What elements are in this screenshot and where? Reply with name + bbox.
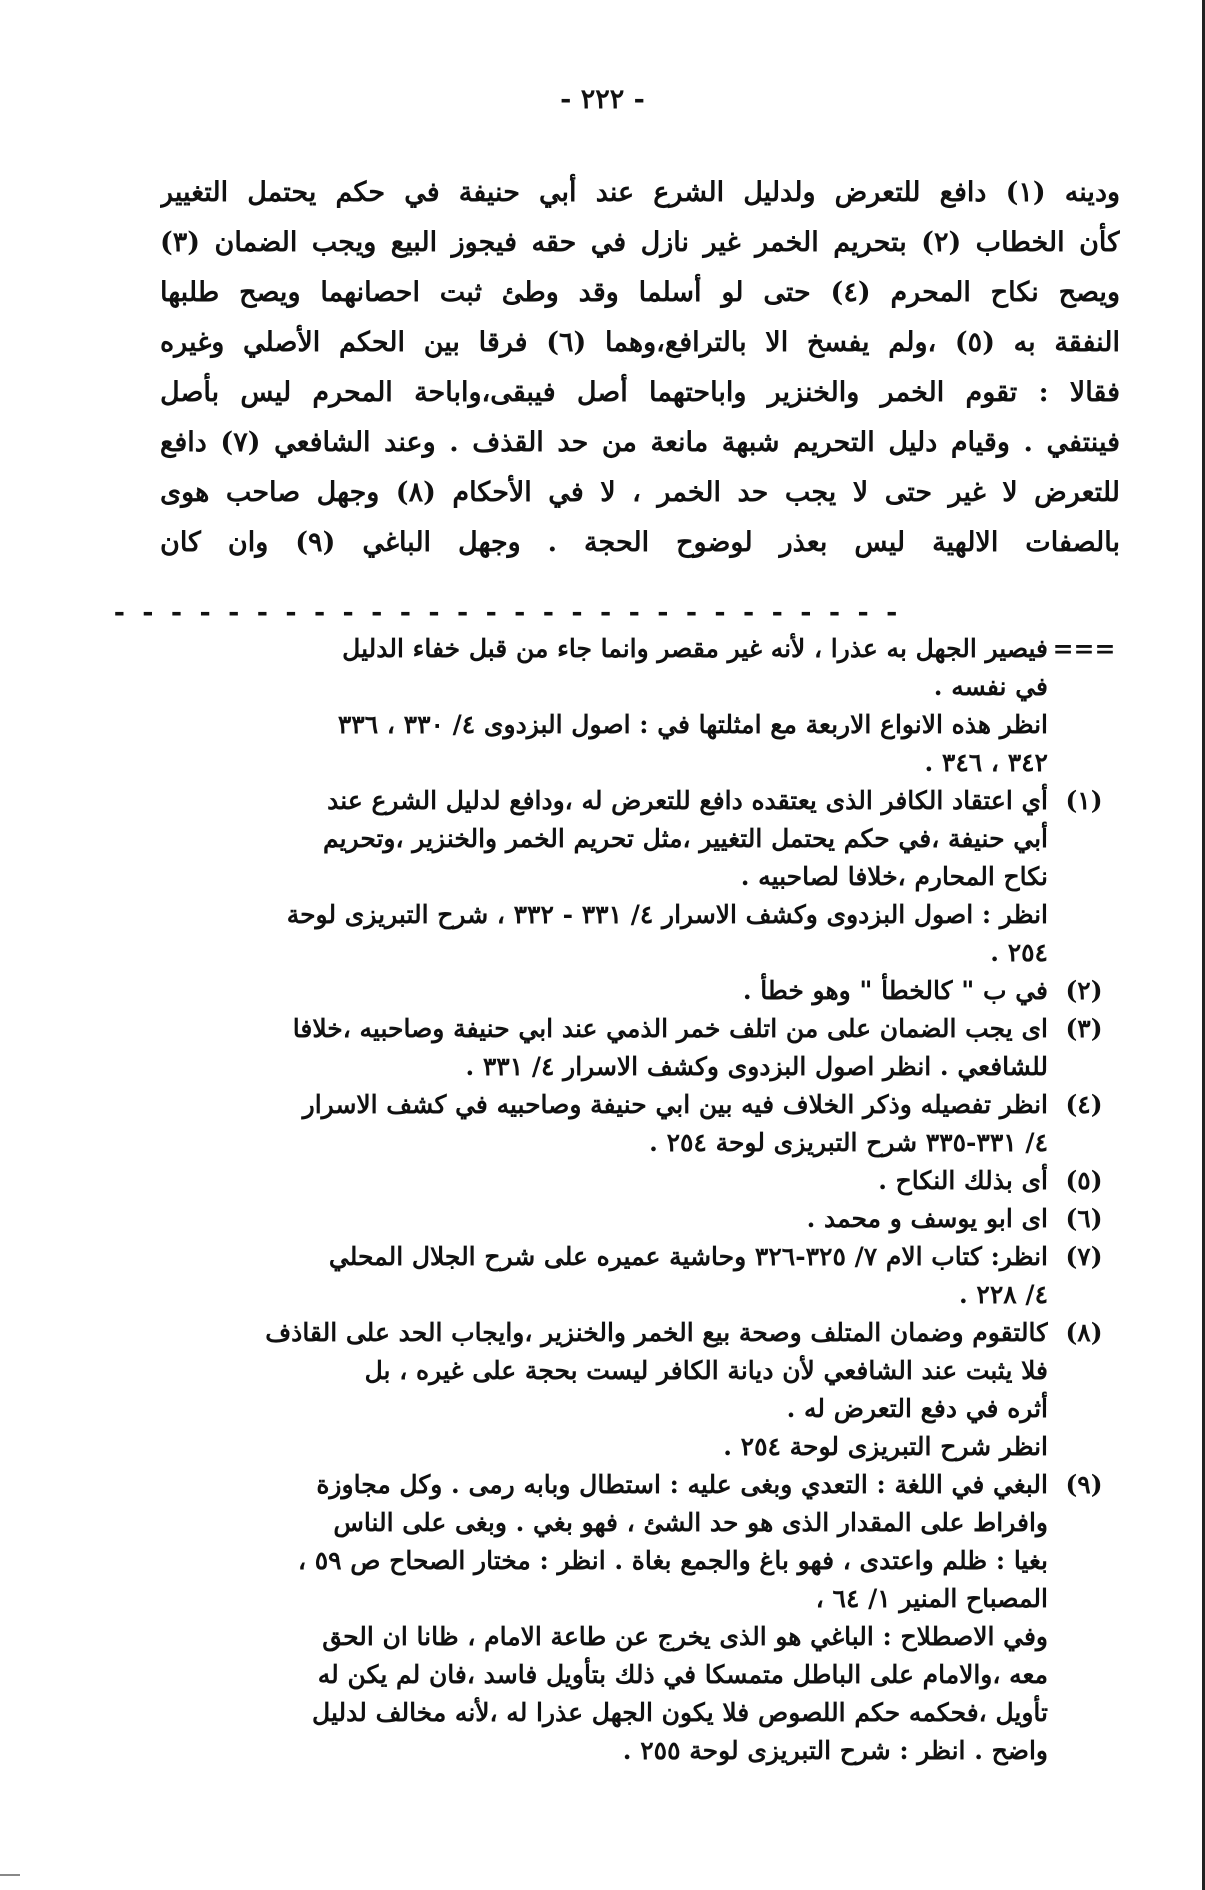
footnote-marker: (٢) xyxy=(1065,976,1103,1005)
footnote-line: انظر هذه الانواع الاربعة مع امثلتها في : اصول البزدوى ٤/ ٣٣٠ ، ٣٣٦ xyxy=(337,710,1048,739)
footnote xyxy=(150,1314,1120,1466)
main-text-line: للتعرض لا غير حتى لا يجب حد الخمر ، لا في الأحكام (٨) وجهل صاحب هوى xyxy=(160,477,1120,508)
footnote-body xyxy=(150,1086,1048,1162)
footnote xyxy=(150,1466,1120,1770)
footnote-line: وافراط على المقدار الذى هو حد الشئ ، فهو بغي . وبغى على الناس xyxy=(333,1508,1048,1537)
footnote-line: كالتقوم وضمان المتلف وصحة بيع الخمر والخنزير ،وايجاب الحد على القاذف xyxy=(265,1318,1048,1347)
footnote-line: البغي في اللغة : التعدي وبغى عليه : استطال وبابه رمى . وكل مجاوزة xyxy=(316,1470,1048,1499)
footnote-marker: (١) xyxy=(1065,786,1103,815)
footnote-marker: (٩) xyxy=(1065,1470,1103,1499)
footnote-body xyxy=(150,1010,1048,1086)
footnote xyxy=(150,1162,1120,1200)
footnote-line: اى ابو يوسف و محمد . xyxy=(806,1204,1048,1233)
footnote-marker: (٥) xyxy=(1065,1166,1103,1195)
footnote-line: انظر تفصيله وذكر الخلاف فيه بين ابي حنيفة وصاحبيه في كشف الاسرار xyxy=(302,1090,1048,1119)
footnote xyxy=(150,972,1120,1010)
footnote-line: المصباح المنير ١/ ٦٤ ، xyxy=(815,1584,1048,1613)
main-text-line: النفقة به (٥) ،ولم يفسخ الا بالترافع،وهما (٦) فرقا بين الحكم الأصلي وغيره xyxy=(160,327,1120,358)
footnote xyxy=(150,630,1120,782)
footnote-line: أبي حنيفة ،في حكم يحتمل التغيير ،مثل تحريم الخمر والخنزير ،وتحريم xyxy=(322,824,1048,853)
footnote-marker: === xyxy=(1052,634,1116,663)
footnote-line: تأويل ،فحكمه حكم اللصوص فلا يكون الجهل عذرا له ،لأنه مخالف لدليل xyxy=(312,1698,1048,1727)
footnote-body xyxy=(150,972,1048,1010)
main-text-line: ويصح نكاح المحرم (٤) حتى لو أسلما وقد وطئ ثبت احصانهما ويصح طلبها xyxy=(160,277,1120,308)
footnote-body xyxy=(150,1238,1048,1314)
footnote-marker: (٨) xyxy=(1065,1318,1103,1347)
footnote-line: وفي الاصطلاح : الباغي هو الذى يخرج عن طاعة الامام ، ظانا ان الحق xyxy=(322,1622,1048,1651)
footnote-body xyxy=(150,630,1048,782)
main-text-line: فينتفي . وقيام دليل التحريم شبهة مانعة من حد القذف . وعند الشافعي (٧) دافع xyxy=(160,427,1120,458)
main-text-line: كأن الخطاب (٢) بتحريم الخمر غير نازل في حقه فيجوز البيع ويجب الضمان (٣) xyxy=(160,227,1120,258)
footnote xyxy=(150,1010,1120,1086)
separator-dashes: - - - - - - - - - - - - - - - - - - - - - - - - - - - - xyxy=(113,597,902,628)
footnote-line: فيصير الجهل به عذرا ، لأنه غير مقصر وانما جاء من قبل خفاء الدليل xyxy=(342,634,1048,663)
footnote-marker: (٦) xyxy=(1065,1204,1103,1233)
footnote xyxy=(150,782,1120,972)
footnote-marker: (٤) xyxy=(1065,1090,1103,1119)
footnote xyxy=(150,1238,1120,1314)
footnote-line: ٣٤٢ ، ٣٤٦ . xyxy=(924,748,1048,777)
footnote-line: ٢٥٤ . xyxy=(990,938,1048,967)
footnote-line: معه ،والامام على الباطل متمسكا في ذلك بتأويل فاسد ،فان لم يكن له xyxy=(317,1660,1048,1689)
footnote-line: أى بذلك النكاح . xyxy=(878,1166,1048,1195)
main-body-text xyxy=(160,168,1120,568)
footnote-line: أثره في دفع التعرض له . xyxy=(786,1394,1048,1423)
footnote-line: انظر : اصول البزدوى وكشف الاسرار ٤/ ٣٣١ - ٣٣٢ ، شرح التبريزى لوحة xyxy=(286,900,1048,929)
footnote-line: بغيا : ظلم واعتدى ، فهو باغ والجمع بغاة . انظر : مختار الصحاح ص ٥٩ ، xyxy=(297,1546,1048,1575)
footnote-line: فلا يثبت عند الشافعي لأن ديانة الكافر ليست بحجة على غيره ، بل xyxy=(364,1356,1048,1385)
footnote-line: نكاح المحارم ،خلافا لصاحبيه . xyxy=(740,862,1048,891)
main-text-line: ودينه (١) دافع للتعرض ولدليل الشرع عند أبي حنيفة في حكم يحتمل التغيير xyxy=(160,177,1120,208)
main-text-line: فقالا : تقوم الخمر والخنزير واباحتهما أصل فيبقى،واباحة المحرم ليس بأصل xyxy=(160,377,1120,408)
footnote-line: في ب " كالخطأ " وهو خطأ . xyxy=(742,976,1048,1005)
footnote-marker: (٧) xyxy=(1065,1242,1103,1271)
footnote-line: اى يجب الضمان على من اتلف خمر الذمي عند ابي حنيفة وصاحبيه ،خلافا xyxy=(292,1014,1048,1043)
footnote-body xyxy=(150,1466,1048,1770)
footnote-body xyxy=(150,1162,1048,1200)
footnote-line: أي اعتقاد الكافر الذى يعتقده دافع للتعرض له ،ودافع لدليل الشرع عند xyxy=(327,786,1048,815)
footnote xyxy=(150,1086,1120,1162)
footnote-line: ٤/ ٢٢٨ . xyxy=(959,1280,1048,1309)
footnote-line: انظر: كتاب الام ٧/ ٣٢٥-٣٢٦ وحاشية عميره على شرح الجلال المحلي xyxy=(328,1242,1048,1271)
footnote-line: انظر شرح التبريزى لوحة ٢٥٤ . xyxy=(723,1432,1048,1461)
footnote-line: للشافعي . انظر اصول البزدوى وكشف الاسرار ٤/ ٣٣١ . xyxy=(465,1052,1048,1081)
footnote-marker: (٣) xyxy=(1065,1014,1103,1043)
footnote-body xyxy=(150,782,1048,972)
page-edge-mark xyxy=(0,1874,20,1876)
main-text-line: بالصفات الالهية ليس بعذر لوضوح الحجة . وجهل الباغي (٩) وان كان xyxy=(160,527,1120,558)
footnotes-section xyxy=(150,630,1120,1770)
footnote-line: في نفسه . xyxy=(933,672,1048,701)
footnote xyxy=(150,1200,1120,1238)
footnote-body xyxy=(150,1314,1048,1466)
footnote-line: واضح . انظر : شرح التبريزى لوحة ٢٥٥ . xyxy=(622,1736,1048,1765)
footnote-line: ٤/ ٣٣١-٣٣٥ شرح التبريزى لوحة ٢٥٤ . xyxy=(649,1128,1048,1157)
footnote-separator xyxy=(0,597,1205,628)
footnote-body xyxy=(150,1200,1048,1238)
page-number: - ٢٢٢ - xyxy=(560,84,645,115)
